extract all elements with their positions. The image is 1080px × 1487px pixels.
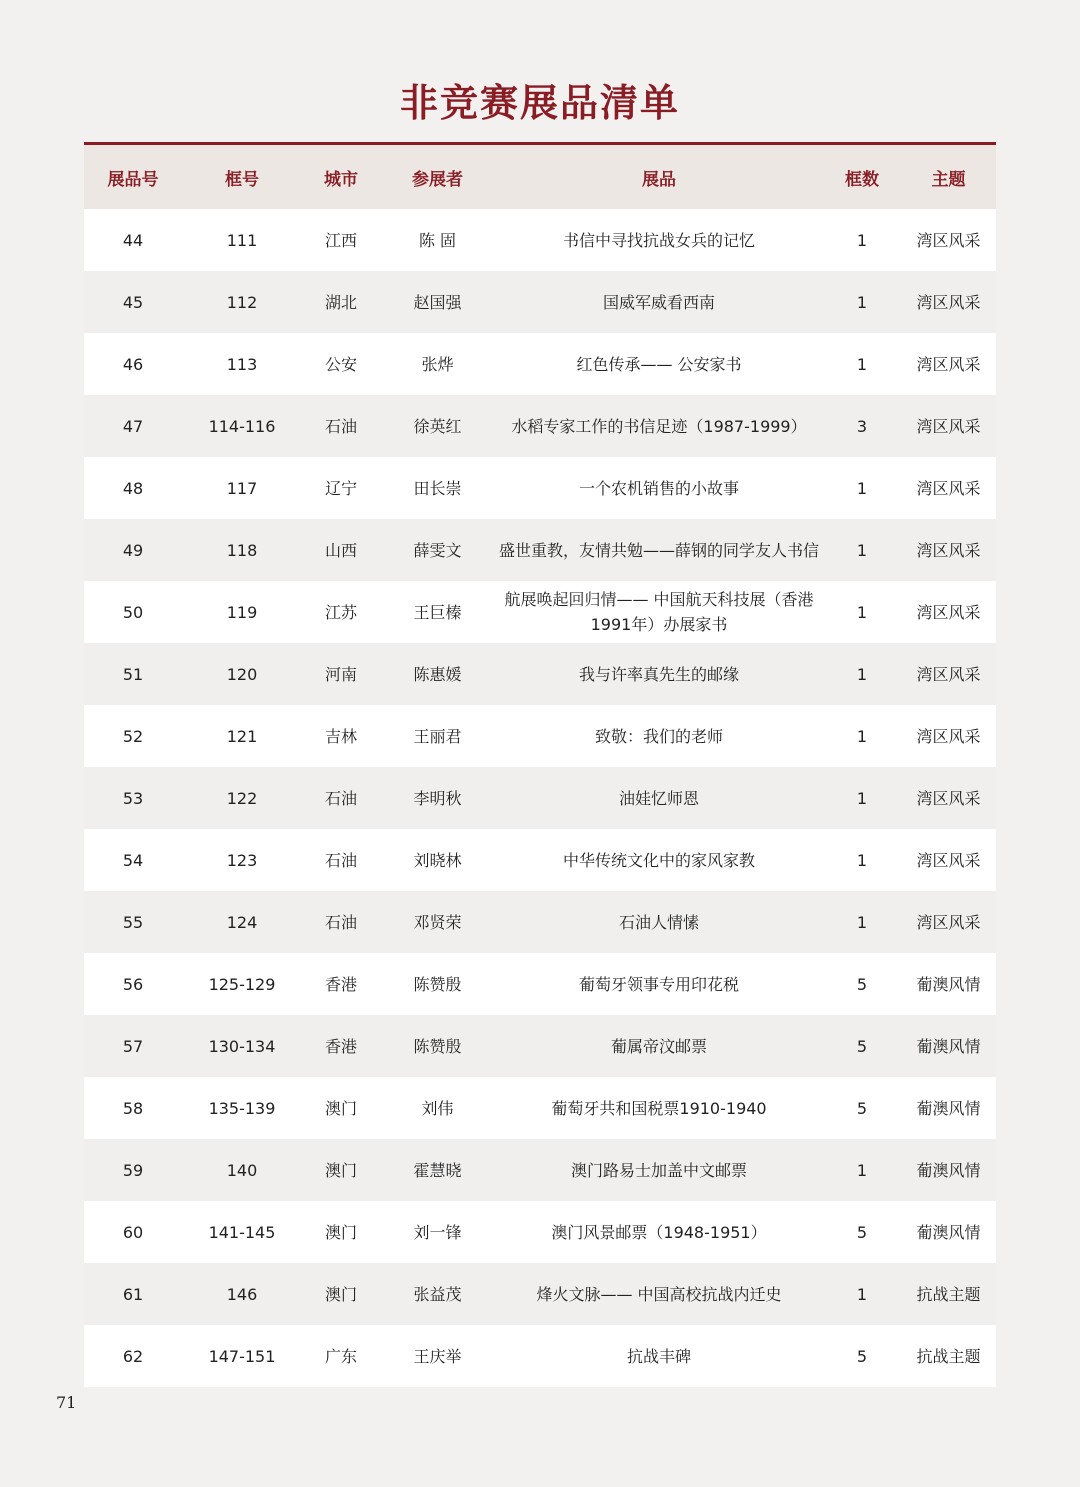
table-cell: 刘伟	[380, 1077, 495, 1139]
table-cell: 公安	[302, 333, 380, 395]
table-cell: 1	[823, 829, 901, 891]
table-cell: 5	[823, 1077, 901, 1139]
page-title: 非竞赛展品清单	[399, 80, 680, 125]
table-cell: 王丽君	[380, 705, 495, 767]
table-cell: 中华传统文化中的家风家教	[495, 829, 823, 891]
table-row	[84, 1201, 996, 1263]
table-cell: 146	[182, 1263, 302, 1325]
table-cell: 张烨	[380, 333, 495, 395]
table-cell: 刘晓林	[380, 829, 495, 891]
table-row	[84, 643, 996, 705]
table-row	[84, 209, 996, 271]
column-header: 展品	[495, 145, 823, 209]
table-cell: 5	[823, 953, 901, 1015]
table-row	[84, 1015, 996, 1077]
table-cell: 117	[182, 457, 302, 519]
table-cell: 1	[823, 767, 901, 829]
table-cell: 邓贤荣	[380, 891, 495, 953]
table-cell: 130-134	[182, 1015, 302, 1077]
table-cell: 抗战主题	[901, 1325, 996, 1387]
table-cell: 葡澳风情	[901, 953, 996, 1015]
table-cell: 石油	[302, 395, 380, 457]
table-cell: 141-145	[182, 1201, 302, 1263]
table-cell: 113	[182, 333, 302, 395]
column-header: 框数	[823, 145, 901, 209]
table-cell: 澳门风景邮票（1948-1951）	[495, 1201, 823, 1263]
table-row	[84, 705, 996, 767]
table-cell: 湾区风采	[901, 891, 996, 953]
table-cell: 田长崇	[380, 457, 495, 519]
table-cell: 湾区风采	[901, 643, 996, 705]
table-cell: 1	[823, 209, 901, 271]
table-cell: 湾区风采	[901, 333, 996, 395]
table-cell: 5	[823, 1325, 901, 1387]
table-cell: 49	[84, 519, 182, 581]
table-cell: 湾区风采	[901, 395, 996, 457]
table-cell: 湾区风采	[901, 271, 996, 333]
table-row	[84, 1077, 996, 1139]
table-cell: 江苏	[302, 581, 380, 643]
table-cell: 辽宁	[302, 457, 380, 519]
table-cell: 45	[84, 271, 182, 333]
table-row	[84, 271, 996, 333]
table-row	[84, 767, 996, 829]
table-cell: 1	[823, 271, 901, 333]
table-cell: 抗战主题	[901, 1263, 996, 1325]
table-cell: 50	[84, 581, 182, 643]
table-cell: 澳门	[302, 1139, 380, 1201]
table-cell: 一个农机销售的小故事	[495, 457, 823, 519]
table-cell: 湾区风采	[901, 767, 996, 829]
table-cell: 石油	[302, 829, 380, 891]
table-cell: 薛雯文	[380, 519, 495, 581]
table-row	[84, 891, 996, 953]
column-header: 框号	[182, 145, 302, 209]
table-cell: 红色传承—— 公安家书	[495, 333, 823, 395]
table-cell: 60	[84, 1201, 182, 1263]
table-cell: 葡属帝汶邮票	[495, 1015, 823, 1077]
exhibit-table	[84, 145, 996, 1387]
table-row	[84, 519, 996, 581]
table-row	[84, 1325, 996, 1387]
table-cell: 119	[182, 581, 302, 643]
table-cell: 我与许率真先生的邮缘	[495, 643, 823, 705]
table-cell: 51	[84, 643, 182, 705]
table-cell: 54	[84, 829, 182, 891]
table-cell: 1	[823, 1263, 901, 1325]
table-cell: 水稻专家工作的书信足迹（1987-1999）	[495, 395, 823, 457]
table-cell: 书信中寻找抗战女兵的记忆	[495, 209, 823, 271]
table-cell: 李明秋	[380, 767, 495, 829]
table-cell: 124	[182, 891, 302, 953]
table-cell: 120	[182, 643, 302, 705]
table-cell: 石油人情愫	[495, 891, 823, 953]
table-cell: 陈惠媛	[380, 643, 495, 705]
table-cell: 澳门路易士加盖中文邮票	[495, 1139, 823, 1201]
table-row	[84, 953, 996, 1015]
table-cell: 澳门	[302, 1263, 380, 1325]
table-cell: 1	[823, 333, 901, 395]
table-row	[84, 1263, 996, 1325]
table-cell: 澳门	[302, 1077, 380, 1139]
table-cell: 张益茂	[380, 1263, 495, 1325]
table-cell: 王庆举	[380, 1325, 495, 1387]
table-row	[84, 581, 996, 643]
table-cell: 123	[182, 829, 302, 891]
table-cell: 湾区风采	[901, 457, 996, 519]
column-header: 城市	[302, 145, 380, 209]
table-row	[84, 1139, 996, 1201]
table-cell: 湖北	[302, 271, 380, 333]
table-cell: 1	[823, 581, 901, 643]
table-cell: 5	[823, 1201, 901, 1263]
table-row	[84, 457, 996, 519]
table-cell: 湾区风采	[901, 581, 996, 643]
table-cell: 61	[84, 1263, 182, 1325]
table-cell: 5	[823, 1015, 901, 1077]
table-cell: 陈赞殷	[380, 1015, 495, 1077]
table-row	[84, 395, 996, 457]
table-cell: 62	[84, 1325, 182, 1387]
table-row	[84, 829, 996, 891]
table-cell: 山西	[302, 519, 380, 581]
table-cell: 河南	[302, 643, 380, 705]
table-cell: 江西	[302, 209, 380, 271]
table-cell: 盛世重教，友情共勉——薛钢的同学友人书信	[495, 519, 823, 581]
table-row	[84, 333, 996, 395]
table-cell: 58	[84, 1077, 182, 1139]
table-cell: 121	[182, 705, 302, 767]
table-cell: 47	[84, 395, 182, 457]
table-cell: 霍慧晓	[380, 1139, 495, 1201]
table-cell: 48	[84, 457, 182, 519]
table-cell: 44	[84, 209, 182, 271]
table-cell: 葡澳风情	[901, 1077, 996, 1139]
table-cell: 135-139	[182, 1077, 302, 1139]
table-cell: 吉林	[302, 705, 380, 767]
table-cell: 陈赞殷	[380, 953, 495, 1015]
table-cell: 122	[182, 767, 302, 829]
table-cell: 1	[823, 705, 901, 767]
table-cell: 航展唤起回归情—— 中国航天科技展（香港1991年）办展家书	[495, 581, 823, 643]
column-header: 主题	[901, 145, 996, 209]
table-cell: 油娃忆师恩	[495, 767, 823, 829]
table-cell: 石油	[302, 891, 380, 953]
table-cell: 致敬：我们的老师	[495, 705, 823, 767]
table-cell: 湾区风采	[901, 705, 996, 767]
table-cell: 王巨榛	[380, 581, 495, 643]
table-header-row	[84, 145, 996, 209]
table-cell: 1	[823, 891, 901, 953]
column-header: 展品号	[84, 145, 182, 209]
table-cell: 徐英红	[380, 395, 495, 457]
column-header: 参展者	[380, 145, 495, 209]
table-cell: 1	[823, 457, 901, 519]
table-cell: 140	[182, 1139, 302, 1201]
table-cell: 3	[823, 395, 901, 457]
table-cell: 葡萄牙领事专用印花税	[495, 953, 823, 1015]
table-cell: 52	[84, 705, 182, 767]
table-cell: 53	[84, 767, 182, 829]
table-cell: 111	[182, 209, 302, 271]
table-cell: 1	[823, 643, 901, 705]
table-cell: 1	[823, 519, 901, 581]
table-body	[84, 209, 996, 1387]
table-cell: 葡澳风情	[901, 1201, 996, 1263]
table-cell: 湾区风采	[901, 209, 996, 271]
table-cell: 澳门	[302, 1201, 380, 1263]
table-cell: 59	[84, 1139, 182, 1201]
table-cell: 葡澳风情	[901, 1015, 996, 1077]
table-cell: 55	[84, 891, 182, 953]
table-cell: 147-151	[182, 1325, 302, 1387]
table-cell: 香港	[302, 1015, 380, 1077]
table-cell: 广东	[302, 1325, 380, 1387]
table-cell: 46	[84, 333, 182, 395]
table-cell: 1	[823, 1139, 901, 1201]
table-cell: 118	[182, 519, 302, 581]
page-number: 71	[56, 1393, 77, 1412]
table-cell: 56	[84, 953, 182, 1015]
table-cell: 抗战丰碑	[495, 1325, 823, 1387]
table-cell: 香港	[302, 953, 380, 1015]
table-cell: 葡澳风情	[901, 1139, 996, 1201]
table-cell: 112	[182, 271, 302, 333]
table-cell: 石油	[302, 767, 380, 829]
table-cell: 国威军威看西南	[495, 271, 823, 333]
table-cell: 湾区风采	[901, 519, 996, 581]
table-cell: 刘一锋	[380, 1201, 495, 1263]
table-cell: 114-116	[182, 395, 302, 457]
table-cell: 125-129	[182, 953, 302, 1015]
table-cell: 湾区风采	[901, 829, 996, 891]
table-cell: 葡萄牙共和国税票1910-1940	[495, 1077, 823, 1139]
table-cell: 陈 固	[380, 209, 495, 271]
table-cell: 赵国强	[380, 271, 495, 333]
table-cell: 57	[84, 1015, 182, 1077]
table-cell: 烽火文脉—— 中国高校抗战内迁史	[495, 1263, 823, 1325]
